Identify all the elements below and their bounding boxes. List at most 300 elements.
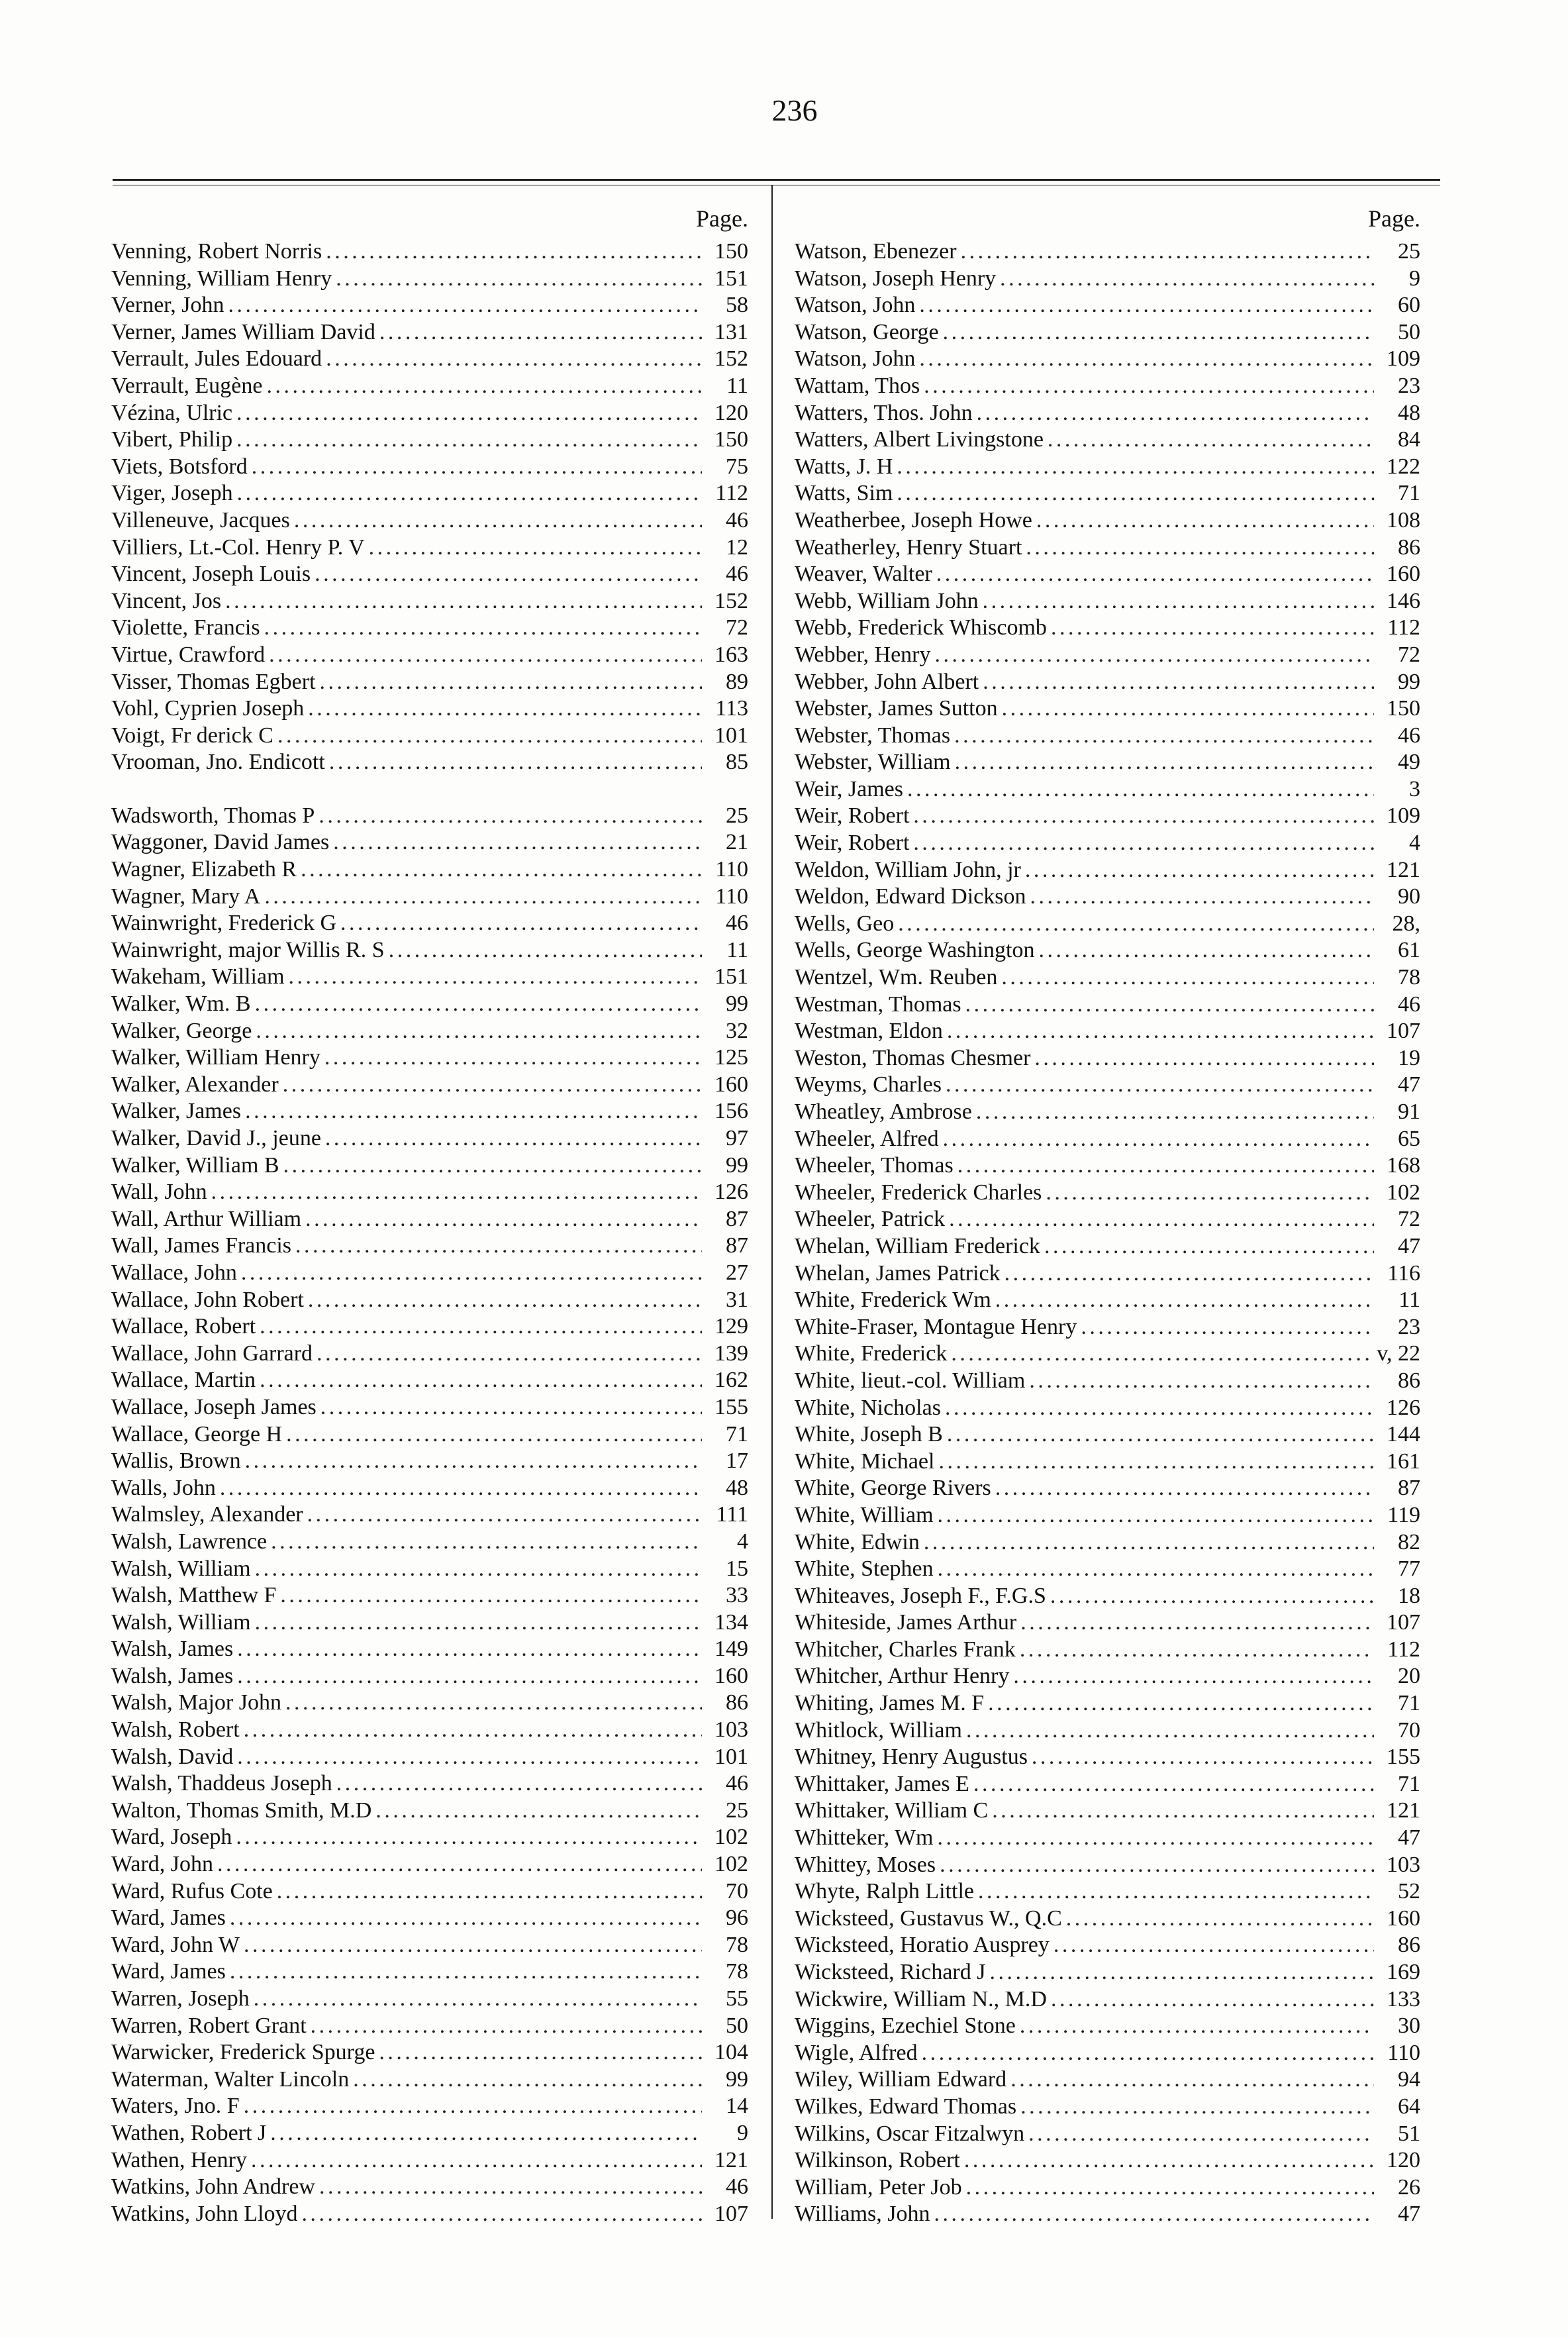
index-entry (795, 1072, 1434, 1099)
entry-page: 25 (726, 1798, 748, 1823)
dot-leader (1032, 1744, 1374, 1771)
entry-page: 116 (1387, 1260, 1420, 1286)
dot-leader (945, 1395, 1374, 1422)
entry-name: Wickwire, William N., M.D (795, 1986, 1047, 2011)
entry-name: Wheeler, Thomas (795, 1153, 954, 1178)
dot-leader (898, 911, 1374, 938)
entry-name: White, Frederick Wm (795, 1288, 991, 1313)
dot-leader (1046, 1180, 1374, 1207)
entry-page: 27 (726, 1260, 748, 1285)
entry-page: 112 (1387, 1637, 1420, 1662)
dot-leader (389, 937, 702, 964)
entry-page: 139 (714, 1341, 748, 1366)
entry-page: 160 (714, 1072, 748, 1097)
entry-name: Waggoner, David James (111, 830, 330, 855)
index-entry (795, 1932, 1434, 1959)
entry-page: 99 (726, 1152, 748, 1178)
entry-page: 91 (1398, 1099, 1420, 1124)
dot-leader (897, 454, 1374, 481)
index-entry (795, 588, 1434, 615)
dot-leader (919, 346, 1374, 373)
index-entry (111, 346, 761, 373)
entry-page: 60 (1398, 293, 1420, 318)
dot-leader (256, 1018, 702, 1045)
entry-name: Warren, Robert Grant (111, 2013, 307, 2038)
dot-leader (1013, 1663, 1374, 1690)
entry-page: 11 (1398, 1288, 1420, 1313)
entry-name: Whitlock, William (795, 1717, 962, 1743)
dot-leader (325, 1125, 702, 1152)
entry-name: Vrooman, Jno. Endicott (111, 750, 325, 775)
index-entry (111, 2147, 761, 2174)
entry-page: 25 (726, 803, 748, 828)
entry-page: 152 (714, 588, 748, 613)
dot-leader (277, 1878, 702, 1906)
dot-leader (308, 1287, 702, 1314)
index-entry (795, 615, 1434, 642)
entry-page: 96 (726, 1906, 748, 1931)
index-entry (795, 266, 1434, 293)
dot-leader (1036, 507, 1374, 534)
dot-leader (1025, 857, 1374, 884)
index-entry (795, 2013, 1434, 2040)
entry-name: Watkins, John Andrew (111, 2174, 315, 2200)
dot-leader (976, 1099, 1374, 1126)
index-entry (111, 1179, 761, 1206)
entry-page: 64 (1398, 2094, 1420, 2119)
dot-leader (1000, 266, 1374, 293)
dot-leader (211, 1179, 702, 1206)
entry-name: Whitcher, Charles Frank (795, 1637, 1016, 1662)
entry-page: 113 (715, 696, 748, 721)
dot-leader (943, 1126, 1374, 1153)
entry-name: Wainwright, major Willis R. S (111, 937, 385, 962)
entry-name: Watts, J. H (795, 454, 893, 479)
entry-name: Whitteker, Wm (795, 1825, 934, 1851)
index-entry (111, 1770, 761, 1798)
entry-name: Wallace, John Garrard (111, 1341, 313, 1366)
entry-name: Ward, James (111, 1906, 226, 1931)
entry-name: Webster, William (795, 750, 951, 775)
entry-page: 28, (1392, 911, 1420, 936)
index-entry (111, 1824, 761, 1851)
dot-leader (954, 723, 1374, 750)
entry-name: White, George Rivers (795, 1476, 991, 1501)
dot-leader (1081, 1314, 1374, 1341)
entry-name: Watkins, John Lloyd (111, 2201, 298, 2226)
dot-leader (264, 615, 702, 642)
entry-page: 82 (1398, 1529, 1420, 1554)
entry-page: 31 (726, 1287, 748, 1312)
entry-name: Weyms, Charles (795, 1072, 942, 1097)
entry-name: Walsh, William (111, 1556, 251, 1581)
dot-leader (1039, 937, 1375, 964)
entry-name: Webb, Frederick Whiscomb (795, 615, 1047, 640)
index-entry (111, 1206, 761, 1233)
index-entry (795, 1395, 1434, 1422)
dot-leader (333, 829, 702, 856)
dot-leader (237, 480, 702, 507)
entry-page: 146 (1387, 588, 1420, 613)
dot-leader (277, 723, 702, 750)
entry-page: 86 (726, 1690, 748, 1715)
index-entry (795, 1368, 1434, 1395)
dot-leader (286, 1421, 702, 1449)
dot-leader (237, 1663, 702, 1690)
entry-name: Ward, Joseph (111, 1825, 232, 1850)
entry-name: Weaver, Walter (795, 562, 932, 587)
entry-name: Weldon, Edward Dickson (795, 884, 1026, 909)
entry-name: Wiggins, Ezechiel Stone (795, 2013, 1016, 2039)
dot-leader (907, 776, 1374, 803)
entry-name: Watters, Albert Livingstone (795, 427, 1044, 452)
dot-leader (1028, 2121, 1374, 2148)
entry-page: 23 (1398, 373, 1420, 398)
dot-leader (1048, 427, 1374, 454)
entry-name: Viger, Joseph (111, 481, 233, 506)
index-entry (795, 1906, 1434, 1933)
index-entry (111, 480, 761, 507)
entry-page: 18 (1398, 1583, 1420, 1608)
entry-page: 133 (1387, 1986, 1420, 2011)
index-entry (795, 1180, 1434, 1207)
index-entry (111, 1260, 761, 1287)
entry-page: 72 (1398, 1207, 1420, 1232)
left-entry-list (111, 238, 761, 2227)
dot-leader (237, 1744, 702, 1771)
entry-page: 46 (726, 2174, 748, 2200)
dot-leader (938, 1556, 1374, 1583)
entry-name: Wallace, John (111, 1260, 237, 1285)
index-entry (111, 1932, 761, 1959)
entry-name: Walsh, Major John (111, 1690, 281, 1715)
entry-page: 144 (1387, 1422, 1420, 1447)
entry-name: Whyte, Ralph Little (795, 1879, 974, 1904)
index-entry (111, 1717, 761, 1744)
entry-page: 75 (726, 454, 748, 479)
entry-page: 78 (1398, 965, 1420, 990)
index-entry (111, 400, 761, 427)
entry-name: Ward, Rufus Cote (111, 1878, 273, 1904)
entry-name: Weir, Robert (795, 831, 910, 856)
entry-name: Voigt, Fr derick C (111, 723, 273, 748)
entry-page: 87 (726, 1206, 748, 1231)
entry-page: 129 (714, 1314, 748, 1339)
dot-leader (949, 1206, 1374, 1233)
entry-page: 71 (726, 1421, 748, 1447)
entry-name: Ward, John W (111, 1932, 240, 1957)
dot-leader (1050, 1583, 1374, 1610)
entry-page: 50 (1398, 319, 1420, 344)
entry-name: Walker, William Henry (111, 1045, 320, 1070)
page-column-header: Page. (1368, 205, 1420, 232)
entry-page: 71 (1398, 1691, 1420, 1716)
dot-leader (319, 2174, 702, 2201)
entry-name: Viets, Botsford (111, 454, 248, 479)
dot-leader (285, 1690, 702, 1717)
dot-leader (305, 1206, 702, 1233)
index-entry (795, 1421, 1434, 1449)
entry-page: 151 (714, 964, 748, 990)
entry-page: 47 (1398, 1072, 1420, 1097)
index-entry (795, 2174, 1434, 2202)
entry-page: 149 (714, 1637, 748, 1662)
index-entry (111, 1475, 761, 1502)
entry-name: Walker, George (111, 1018, 252, 1043)
entry-page: 25 (1398, 239, 1420, 264)
index-entry (795, 1690, 1434, 1717)
entry-name: Wilkinson, Robert (795, 2148, 960, 2173)
page-number: 236 (771, 93, 818, 127)
index-entry (795, 1852, 1434, 1879)
entry-page: 48 (1398, 400, 1420, 425)
entry-name: Weir, Robert (795, 803, 910, 829)
index-entry (795, 723, 1434, 750)
entry-name: Wallace, Joseph James (111, 1394, 317, 1419)
dot-leader (301, 856, 702, 884)
entry-name: Whitney, Henry Augustus (795, 1745, 1028, 1770)
entry-page: 107 (714, 2201, 748, 2226)
entry-page: 46 (726, 507, 748, 533)
entry-page: 108 (1387, 507, 1420, 533)
entry-page: 101 (714, 723, 748, 748)
entry-name: Whittey, Moses (795, 1852, 936, 1877)
dot-leader (369, 534, 702, 562)
entry-page: 70 (1398, 1717, 1420, 1743)
entry-name: Wells, George Washington (795, 938, 1035, 963)
entry-page: 90 (1398, 884, 1420, 909)
entry-name: Walker, William B (111, 1152, 279, 1178)
index-entry (795, 1771, 1434, 1798)
dot-leader (307, 1501, 702, 1529)
entry-name: Walsh, Thaddeus Joseph (111, 1771, 332, 1796)
index-entry (795, 1045, 1434, 1072)
entry-name: White, Nicholas (795, 1395, 941, 1420)
dot-leader (922, 2040, 1374, 2067)
index-entry (111, 937, 761, 964)
dot-leader (913, 830, 1374, 857)
dot-leader (320, 1394, 702, 1421)
index-entry (111, 1690, 761, 1717)
dot-leader (978, 1878, 1374, 1906)
dot-leader (1026, 534, 1374, 562)
column-divider (771, 185, 773, 2219)
dot-leader (947, 1421, 1374, 1449)
entry-page: 169 (1387, 1960, 1420, 1984)
entry-page: 99 (726, 2066, 748, 2092)
dot-leader (1020, 2013, 1374, 2040)
dot-leader (924, 1529, 1374, 1556)
index-entry (795, 1663, 1434, 1690)
entry-name: Vibert, Philip (111, 427, 233, 452)
entry-name: Walsh, Matthew F (111, 1583, 277, 1608)
entry-name: Weatherbee, Joseph Howe (795, 507, 1032, 533)
entry-page: 107 (1387, 1019, 1420, 1044)
index-entry (111, 534, 761, 562)
entry-page: 3 (1409, 776, 1420, 801)
dot-leader (936, 561, 1374, 588)
index-entry (795, 319, 1434, 346)
right-column (795, 199, 1434, 2228)
dot-leader (289, 964, 702, 991)
dot-leader (990, 1959, 1375, 1986)
index-entry (795, 454, 1434, 481)
index-entry (795, 400, 1434, 427)
dot-leader (217, 1851, 702, 1878)
index-entry (111, 292, 761, 319)
entry-page: 126 (1387, 1395, 1420, 1420)
dot-leader (269, 642, 702, 669)
index-entry (111, 427, 761, 454)
index-entry (795, 292, 1434, 319)
entry-name: Verrault, Eugène (111, 373, 263, 398)
entry-name: Webber, John Albert (795, 669, 979, 694)
entry-page: 122 (1387, 454, 1420, 479)
entry-page: 9 (737, 2120, 748, 2145)
header-rule (113, 179, 1440, 185)
index-entry (795, 480, 1434, 507)
entry-name: White, Michael (795, 1449, 935, 1474)
entry-page: 71 (1398, 1771, 1420, 1796)
index-entry (795, 2094, 1434, 2121)
entry-page: 9 (1409, 266, 1420, 291)
dot-leader (271, 1529, 702, 1556)
index-entry (111, 1556, 761, 1583)
entry-name: Webster, Thomas (795, 723, 951, 748)
index-entry (795, 1798, 1434, 1825)
dot-leader (311, 2013, 702, 2040)
index-entry (111, 1986, 761, 2013)
entry-page: 161 (1387, 1449, 1420, 1474)
entry-name: Verner, John (111, 293, 224, 318)
index-entry (795, 884, 1434, 911)
entry-page: 30 (1398, 2013, 1420, 2039)
entry-name: Whiting, James M. F (795, 1691, 985, 1716)
dot-leader (228, 292, 702, 319)
dot-leader (1030, 884, 1374, 911)
index-entry (111, 2093, 761, 2120)
entry-page: 162 (714, 1368, 748, 1393)
index-entry (111, 1287, 761, 1314)
entry-page: 155 (714, 1394, 748, 1419)
dot-leader (270, 2120, 702, 2147)
entry-page: 78 (726, 1932, 748, 1957)
dot-leader (252, 454, 702, 481)
entry-name: Watson, Joseph Henry (795, 266, 997, 291)
entry-page: 155 (1387, 1745, 1420, 1770)
entry-name: Waterman, Walter Lincoln (111, 2066, 350, 2092)
dot-leader (236, 400, 702, 427)
dot-leader (375, 1798, 702, 1825)
dot-leader (302, 2201, 702, 2228)
index-entry (795, 1233, 1434, 1260)
entry-page: 33 (726, 1583, 748, 1608)
entry-page: 110 (715, 884, 748, 909)
index-entry (111, 1421, 761, 1449)
dot-leader (995, 1287, 1374, 1314)
index-entry (111, 884, 761, 911)
index-entry (795, 2147, 1434, 2174)
dot-leader (379, 2039, 702, 2066)
entry-page: 160 (1387, 1906, 1420, 1931)
index-entry (111, 1663, 761, 1690)
index-entry (795, 427, 1434, 454)
entry-name: Whittaker, William C (795, 1798, 989, 1823)
index-entry (795, 1449, 1434, 1476)
dot-leader (336, 266, 702, 293)
entry-page: 111 (716, 1502, 748, 1527)
right-entry-list (795, 238, 1434, 2228)
entry-page: 4 (737, 1529, 748, 1554)
entry-name: Walsh, Lawrence (111, 1529, 268, 1554)
dot-leader (340, 910, 702, 937)
index-entry (795, 1959, 1434, 1986)
entry-name: Vincent, Joseph Louis (111, 562, 311, 587)
entry-name: Waters, Jno. F (111, 2094, 240, 2119)
index-entry (111, 723, 761, 750)
entry-page: 4 (1409, 831, 1420, 856)
dot-leader (294, 507, 702, 534)
index-entry (795, 1099, 1434, 1126)
entry-name: Vézina, Ulric (111, 400, 233, 425)
entry-name: Wells, Geo (795, 911, 895, 936)
entry-page: 48 (726, 1475, 748, 1500)
index-entry (111, 266, 761, 293)
entry-page: 26 (1398, 2174, 1420, 2200)
entry-page: 104 (714, 2040, 748, 2065)
entry-name: Watson, Ebenezer (795, 239, 957, 264)
entry-name: Wall, Arthur William (111, 1206, 302, 1231)
dot-leader (1044, 1233, 1374, 1260)
entry-page: 46 (1398, 723, 1420, 748)
index-entry (111, 454, 761, 481)
dot-leader (943, 319, 1374, 346)
index-entry (111, 1609, 761, 1637)
index-entry (795, 1637, 1434, 1664)
entry-page: 46 (726, 911, 748, 936)
index-entry (795, 1502, 1434, 1529)
entry-name: Whiteaves, Joseph F., F.G.S (795, 1583, 1046, 1608)
index-entry (111, 669, 761, 696)
dot-leader (897, 480, 1374, 507)
entry-page: 23 (1398, 1314, 1420, 1339)
entry-name: Walmsley, Alexander (111, 1502, 303, 1527)
index-entry (795, 669, 1434, 696)
index-entry (795, 1018, 1434, 1045)
entry-name: Vincent, Jos (111, 588, 222, 613)
dot-leader (255, 1556, 702, 1583)
dot-leader (934, 642, 1374, 669)
entry-page: 126 (714, 1180, 748, 1205)
entry-page: 119 (1387, 1502, 1420, 1527)
entry-name: Wadsworth, Thomas P (111, 803, 315, 828)
index-entry (111, 910, 761, 937)
entry-name: Wallis, Brown (111, 1449, 241, 1474)
entry-name: Villeneuve, Jacques (111, 507, 290, 533)
index-entry (795, 1986, 1434, 2013)
entry-page: 89 (726, 669, 748, 694)
index-entry (795, 991, 1434, 1019)
index-entry (795, 749, 1434, 776)
entry-name: Venning, William Henry (111, 266, 332, 291)
dot-leader (241, 1260, 702, 1287)
index-entry (111, 856, 761, 884)
entry-name: Wentzel, Wm. Reuben (795, 965, 998, 990)
entry-name: Wicksteed, Richard J (795, 1960, 986, 1984)
entry-name: Webber, Henry (795, 642, 931, 667)
index-entry (795, 1529, 1434, 1556)
entry-name: Ward, James (111, 1959, 226, 1984)
